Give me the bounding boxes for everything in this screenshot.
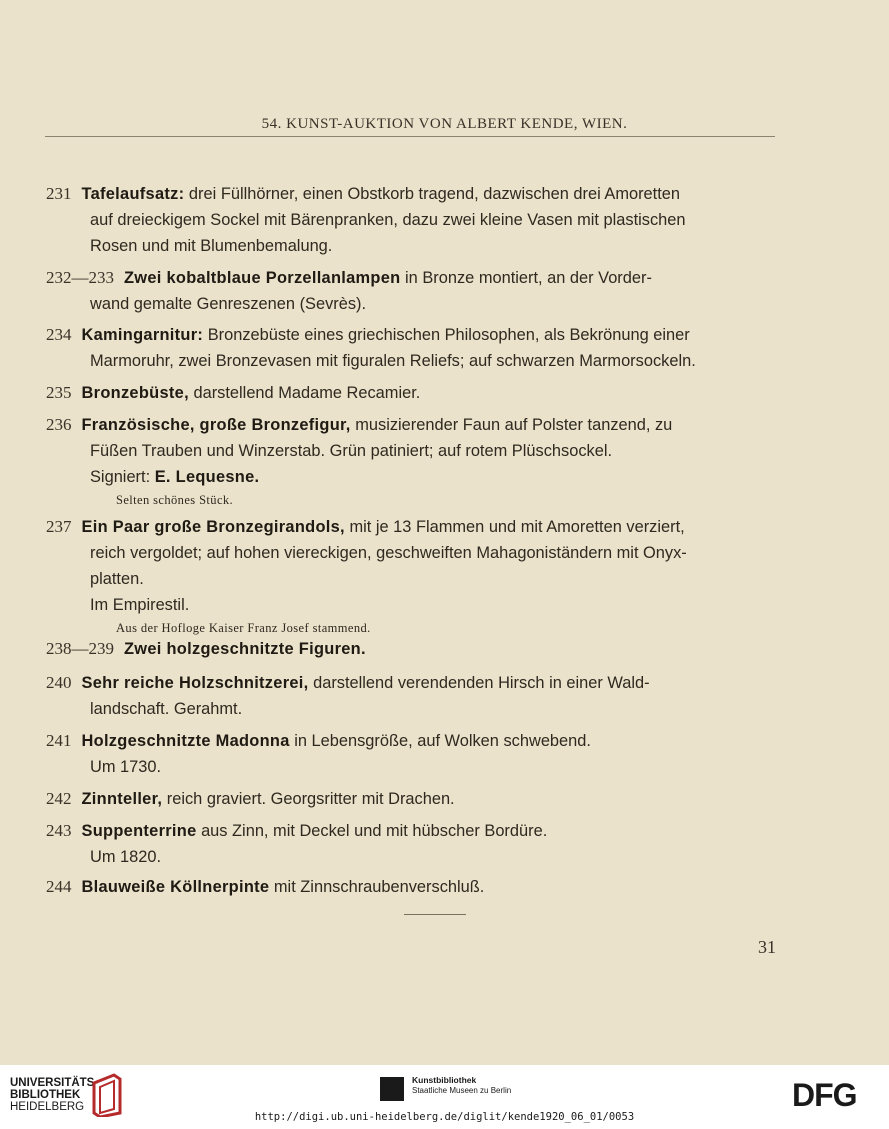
entry-title: Sehr reiche Holzschnitzerei, — [81, 674, 309, 692]
entry-title: Kamingarnitur: — [81, 326, 204, 344]
entry-number: 237 — [46, 517, 72, 536]
catalog-entry — [46, 265, 784, 317]
catalog-entry — [46, 728, 784, 780]
signed-name: E. Lequesne. — [154, 468, 260, 486]
entry-text: Im Empirestil. — [90, 596, 190, 614]
entry-title: Suppenterrine — [81, 822, 197, 840]
entry-text: in Lebensgröße, auf Wolken schwebend. — [289, 732, 591, 750]
entry-number: 236 — [46, 415, 72, 434]
entry-number: 231 — [46, 184, 72, 203]
footer-bar — [0, 1065, 889, 1129]
entry-note: Selten schönes Stück. — [116, 493, 234, 507]
entry-text: Rosen und mit Blumenbemalung. — [90, 237, 333, 255]
entry-text: Marmoruhr, zwei Bronzevasen mit figuralen Reliefs; auf schwarzen Marmorsockeln. — [90, 352, 696, 370]
kb-name: Kunstbibliothek — [412, 1075, 477, 1085]
entry-note: Aus der Hofloge Kaiser Franz Josef stammend. — [116, 621, 371, 635]
entry-text: wand gemalte Genreszenen (Sevrès). — [90, 295, 367, 313]
ub-logo-line: HEIDELBERG — [10, 1101, 85, 1113]
catalog-entry — [46, 818, 784, 870]
entry-title: Tafelaufsatz: — [81, 185, 185, 203]
source-url[interactable]: http://digi.ub.uni-heidelberg.de/diglit/kende1920_06_01/0053 — [254, 1111, 635, 1123]
page-header: 54. KUNST-AUKTION VON ALBERT KENDE, WIEN. — [261, 116, 628, 132]
entry-text: auf dreieckigem Sockel mit Bärenpranken, dazu zwei kleine Vasen mit plastischen — [90, 211, 686, 229]
catalog-entry — [46, 181, 784, 259]
entry-text: Um 1820. — [90, 848, 162, 866]
entry-text: reich vergoldet; auf hohen viereckigen, geschweiften Mahagoniständern mit Onyx- — [90, 544, 687, 562]
entry-title: Französische, große Bronzefigur, — [81, 416, 351, 434]
catalog-entry — [46, 874, 784, 900]
entry-text: Um 1730. — [90, 758, 162, 776]
entry-number: 244 — [46, 877, 72, 896]
header-rule — [45, 136, 775, 137]
kunstbibliothek-logo[interactable] — [412, 1075, 511, 1096]
entry-text: aus Zinn, mit Deckel und mit hübscher Bordüre. — [196, 822, 548, 840]
entry-text: landschaft. Gerahmt. — [90, 700, 243, 718]
catalog-entry — [46, 514, 784, 638]
ub-logo-line: UNIVERSITÄTS- — [10, 1077, 99, 1089]
entry-text: Füßen Trauben und Winzerstab. Grün patiniert; auf rotem Plüschsockel. — [90, 442, 613, 460]
entry-title: Zwei kobaltblaue Porzellanlampen — [124, 269, 401, 287]
entry-number: 241 — [46, 731, 72, 750]
entry-title: Zinnteller, — [81, 790, 163, 808]
catalog-entry — [46, 412, 784, 510]
entry-number: 235 — [46, 383, 72, 402]
entry-number: 240 — [46, 673, 72, 692]
entry-text: darstellend Madame Recamier. — [188, 384, 421, 402]
end-rule — [404, 914, 466, 915]
dfg-logo[interactable]: DFG — [792, 1077, 857, 1113]
entry-text: mit Zinnschraubenverschluß. — [269, 878, 485, 896]
entry-number: 243 — [46, 821, 72, 840]
catalog-entry — [46, 670, 784, 722]
kunstbibliothek-icon — [380, 1077, 404, 1101]
signed-label: Signiert: — [90, 468, 155, 486]
catalog-entry — [46, 786, 784, 812]
entry-number: 232—233 — [46, 268, 114, 287]
entry-text: musizierender Faun auf Polster tanzend, zu — [350, 416, 673, 434]
catalog-entry — [46, 636, 784, 662]
entry-title: Ein Paar große Bronzegirandols, — [81, 518, 345, 536]
page-number: 31 — [758, 937, 776, 957]
entry-text: in Bronze montiert, an der Vorder- — [400, 269, 652, 287]
entry-number: 234 — [46, 325, 72, 344]
entry-title: Zwei holzgeschnitzte Figuren. — [124, 640, 366, 658]
entry-text: mit je 13 Flammen und mit Amoretten verziert, — [344, 518, 685, 536]
catalog-entry — [46, 322, 784, 374]
entry-title: Blauweiße Köllnerpinte — [81, 878, 270, 896]
entry-text: drei Füllhörner, einen Obstkorb tragend, dazwischen drei Amoretten — [184, 185, 681, 203]
entry-text: reich graviert. Georgsritter mit Drachen. — [162, 790, 455, 808]
entry-text: darstellend verendenden Hirsch in einer Wald- — [308, 674, 650, 692]
kb-subtitle: Staatliche Museen zu Berlin — [412, 1086, 512, 1095]
ub-logo-line: BIBLIOTHEK — [10, 1089, 81, 1101]
ub-heidelberg-logo[interactable] — [10, 1077, 98, 1113]
entry-text: Bronzebüste eines griechischen Philosophen, als Bekrönung einer — [203, 326, 690, 344]
catalog-entry — [46, 380, 784, 406]
entry-number: 242 — [46, 789, 72, 808]
entry-title: Bronzebüste, — [81, 384, 189, 402]
entry-title: Holzgeschnitzte Madonna — [81, 732, 290, 750]
entry-text: platten. — [90, 570, 144, 588]
entry-number: 238—239 — [46, 639, 114, 658]
